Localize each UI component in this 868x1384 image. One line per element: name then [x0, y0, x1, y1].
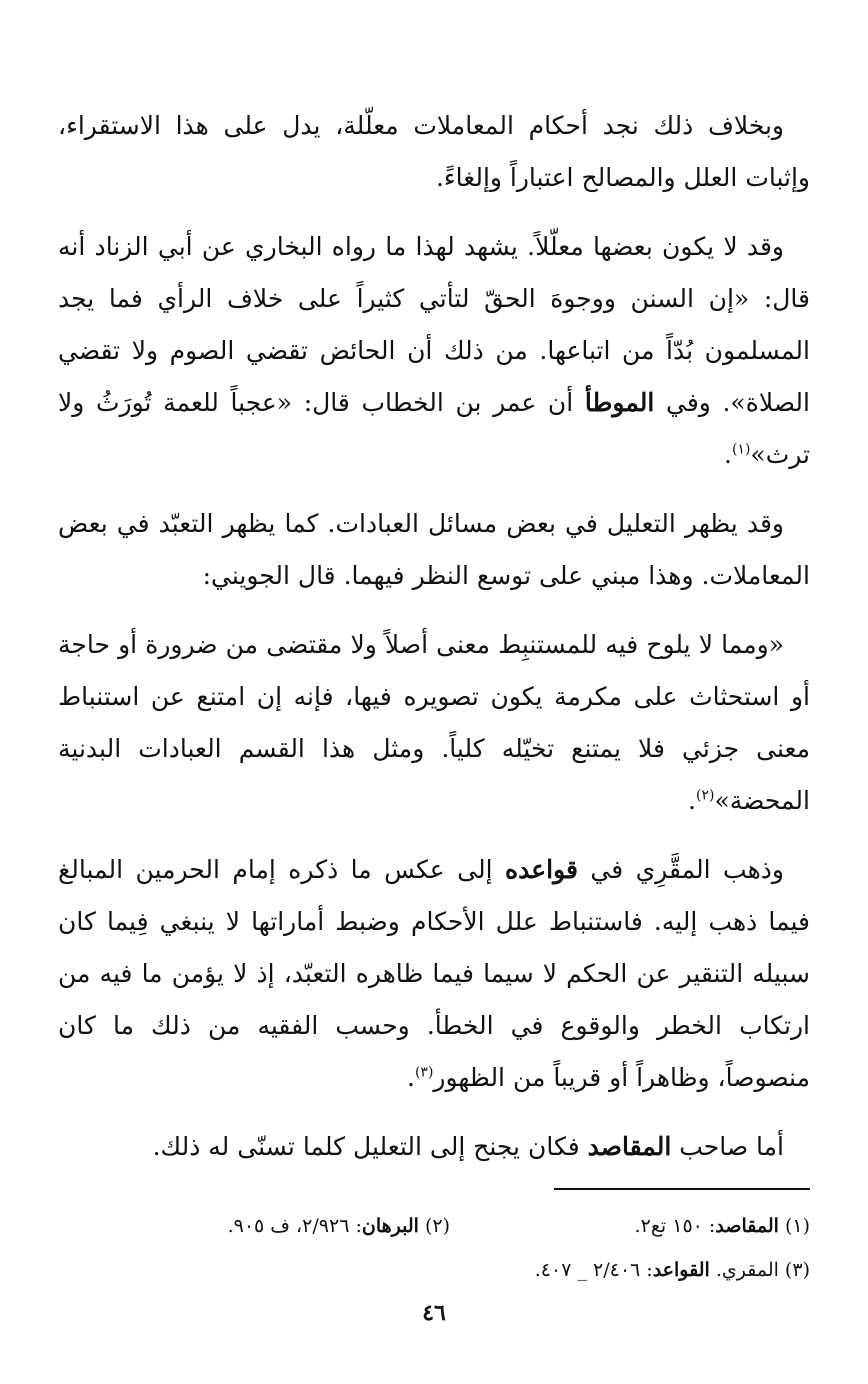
footnote-separator [554, 1188, 810, 1190]
book-title-muwatta: الموطأ [584, 388, 655, 417]
footnote-3 [535, 1248, 810, 1292]
main-text [58, 100, 810, 1190]
page-number: ٤٦ [422, 1300, 446, 1326]
footnote-number: (٢) [418, 1215, 450, 1237]
paragraph-2 [58, 221, 810, 481]
paragraph-6 [58, 1121, 810, 1173]
footnote-row [58, 1248, 810, 1292]
footnote-text: : ١٥٠ تع٢. [634, 1215, 716, 1237]
footnotes [58, 1204, 810, 1292]
footnote-text: : ٢/٩٢٦، ف ٩٠٥. [227, 1215, 362, 1237]
book-title-qawaid: قواعده [504, 855, 578, 884]
book-title-maqasid: المقاصد [587, 1132, 672, 1161]
paragraph-text: أن عمر بن الخطاب قال: «عجباً للعمة تُورَثُ ولا ترث» [58, 388, 810, 469]
footnote-title: البرهان [361, 1215, 419, 1237]
paragraph-5 [58, 844, 810, 1104]
paragraph-text: وقد لا يكون بعضها معلّلاً. يشهد لهذا ما رواه البخاري عن أبي الزناد أنه قال: «إن السنن ووجوهَ الحقّ لتأتي كثيراً على خلاف الرأي فما يجد المسلمون بُدّاً من اتباعها. من ذلك أن الحائض تقضي الصوم ولا تقضي الصلاة». وفي [58, 232, 810, 417]
paragraph-text: . [688, 786, 696, 815]
paragraph-text: وقد يظهر التعليل في بعض مسائل العبادات. كما يظهر التعبّد في بعض المعاملات. وهذا مبني على توسع النظر فيهما. قال الجويني: [58, 509, 810, 590]
footnote-ref-1[interactable]: (١) [731, 441, 751, 458]
paragraph-4-quote [58, 619, 810, 827]
paragraph-text: . [723, 440, 732, 469]
paragraph-1 [58, 100, 810, 204]
paragraph-text: . [407, 1063, 415, 1092]
paragraph-text: وذهب المقَّرِي في [577, 855, 784, 884]
paragraph-3 [58, 498, 810, 602]
footnote-2 [228, 1204, 450, 1248]
footnote-text: : ٢/٤٠٦ _ ٤٠٧. [534, 1259, 653, 1281]
footnote-title: المقاصد [715, 1215, 779, 1237]
footnote-1 [450, 1204, 810, 1248]
footnote-number: (٣) المقري. [709, 1259, 810, 1281]
footnote-row [58, 1204, 810, 1248]
paragraph-text: إلى عكس ما ذكره إمام الحرمين المبالغ فيما ذهب إليه. فاستنباط علل الأحكام وضبط أماراتها لا ينبغي فِيما كان سبيله التنقير عن الحكم لا سيما فيما ظاهره التعبّد، إذ لا يؤمن ما فيه من ارتكاب الخطر والوقوع في الخطأ. وحسب الفقيه من ذلك ما كان منصوصاً، وظاهراً أو قريباً من الظهور [58, 855, 810, 1092]
paragraph-text: فكان يجنح إلى التعليل كلما تسنّى له ذلك. [152, 1132, 588, 1161]
paragraph-text: «ومما لا يلوح فيه للمستنبِط معنى أصلاً ولا مقتضى من ضرورة أو حاجة أو استحثاث على مكرمة يكون تصويره فيها، فإنه إن امتنع عن استنباط معنى جزئي فلا يمتنع تخيّله كلياً. ومثل هذا القسم العبادات البدنية المحضة» [58, 630, 810, 815]
footnote-number: (١) [778, 1215, 810, 1237]
footnote-title: القواعد [652, 1259, 710, 1281]
paragraph-text: أما صاحب [671, 1132, 784, 1161]
footnote-ref-3[interactable]: (٣) [414, 1064, 434, 1081]
paragraph-text: وبخلاف ذلك نجد أحكام المعاملات معلّلة، يدل على هذا الاستقراء، وإثبات العلل والمصالح اعتباراً وإلغاءً. [58, 111, 810, 192]
footnote-ref-2[interactable]: (٢) [695, 787, 715, 804]
